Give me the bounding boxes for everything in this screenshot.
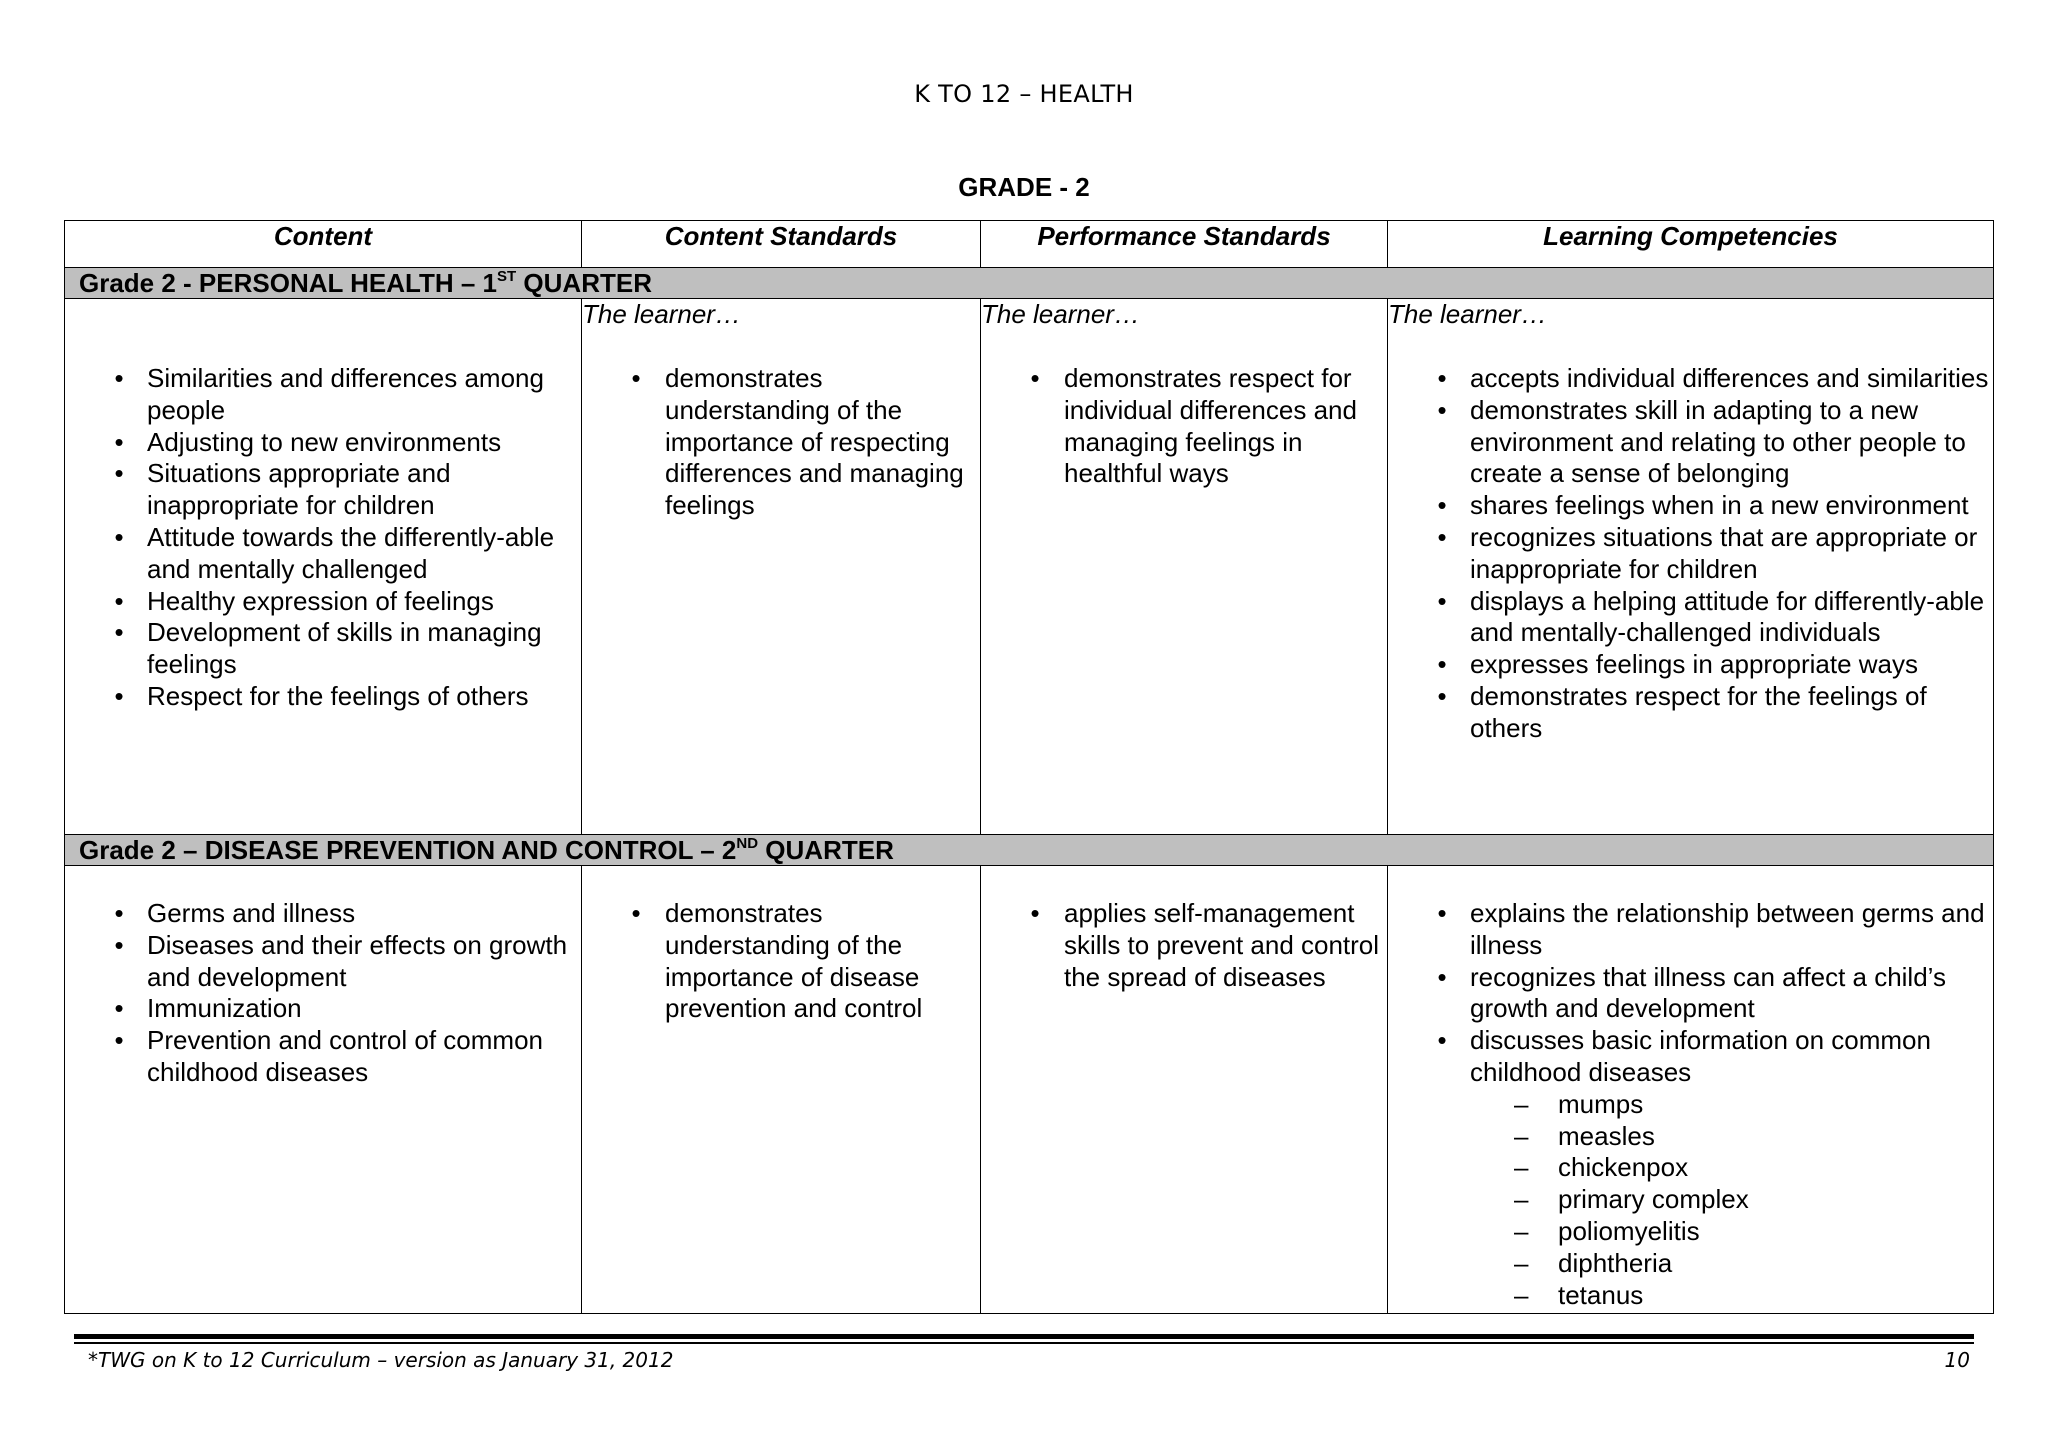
list-item-text: recognizes situations that are appropriate or inappropriate for children [1470, 521, 1978, 584]
bullet-icon: • [114, 458, 124, 489]
learning-competencies-cell [1388, 866, 1994, 1314]
disease-text: mumps [1558, 1088, 1644, 1119]
list-item [1388, 395, 1993, 490]
disease-text: measles [1558, 1120, 1655, 1151]
section-title [65, 268, 1994, 299]
document-title: K TO 12 – HEALTH [914, 80, 1134, 108]
content-cell [65, 299, 582, 835]
bullet-icon: • [1437, 898, 1447, 928]
disease-item [1470, 1248, 1993, 1280]
grade-title: GRADE - 2 [958, 172, 1090, 202]
bullet-icon: • [1437, 363, 1447, 393]
learner-intro: The learner… [1388, 299, 1547, 329]
disease-text: poliomyelitis [1558, 1215, 1700, 1246]
list-item-text: expresses feelings in appropriate ways [1470, 649, 1919, 680]
footer-rule-thin [74, 1342, 1974, 1344]
list-item-text: applies self-management skills to prevent and control the spread of diseases [1064, 898, 1380, 992]
list-item [1388, 681, 1993, 745]
list-item [65, 681, 581, 713]
section-title-text: Grade 2 – DISEASE PREVENTION AND CONTROL – 2 [79, 835, 737, 865]
header-row [65, 221, 1994, 268]
dash-icon: – [1514, 1120, 1529, 1151]
section-title-suffix: QUARTER [758, 835, 894, 865]
list-item-text: displays a helping attitude for differently-able and mentally-challenged individuals [1470, 585, 1985, 648]
performance-standards-cell [981, 299, 1388, 835]
page-number: 10 [1944, 1348, 1970, 1372]
list-item-text: discusses basic information on common childhood diseases [1470, 1025, 1931, 1087]
dash-icon: – [1514, 1184, 1529, 1215]
list-item [1388, 490, 1993, 522]
bullet-icon: • [114, 1025, 124, 1056]
section-header-disease-prevention [65, 835, 1994, 866]
disease-item [1470, 1280, 1993, 1312]
list-item [1388, 962, 1993, 1026]
bullet-icon: • [1437, 521, 1447, 552]
disease-item [1470, 1121, 1993, 1153]
bullet-icon: • [114, 363, 124, 393]
bullet-icon: • [114, 929, 124, 960]
bullet-icon: • [114, 585, 124, 616]
disease-item [1470, 1152, 1993, 1184]
dash-icon: – [1514, 1247, 1529, 1278]
content-cell [65, 866, 582, 1314]
list-item [1388, 1025, 1993, 1089]
list-item-text: Attitude towards the differently-able and mentally challenged [147, 521, 555, 584]
bullet-icon: • [114, 426, 124, 457]
list-item-text: Situations appropriate and inappropriate for children [147, 458, 451, 521]
section-header-personal-health [65, 268, 1994, 299]
bullet-icon: • [1437, 1025, 1447, 1056]
content-standards-cell [582, 299, 981, 835]
list-item [65, 427, 581, 459]
section-body-disease-prevention [65, 866, 1994, 1314]
bullet-icon: • [1030, 898, 1040, 928]
learning-competencies-cell [1388, 299, 1994, 835]
list-item-text: accepts individual differences and similarities [1470, 363, 1989, 393]
list-item [1388, 898, 1993, 962]
list-item [1388, 363, 1993, 395]
bullet-icon: • [114, 521, 124, 552]
list-item [65, 458, 581, 522]
dash-icon: – [1514, 1279, 1529, 1310]
list-item [65, 363, 581, 427]
list-item-text: Similarities and differences among people [147, 363, 544, 425]
bullet-icon: • [114, 993, 124, 1024]
list-item [65, 993, 581, 1025]
list-item-text: demonstrates understanding of the importance of disease prevention and control [665, 898, 923, 1024]
section-title-text: Grade 2 - PERSONAL HEALTH – 1 [79, 268, 498, 298]
content-list [65, 898, 581, 1089]
list-item [65, 586, 581, 618]
diseases-sublist [1470, 1089, 1993, 1312]
list-item-text: Germs and illness [147, 898, 356, 928]
performance-standards-list [981, 363, 1387, 490]
list-item [981, 363, 1387, 490]
learning-competencies-list [1388, 898, 1993, 1089]
section-title [65, 835, 1994, 866]
header-content: Content [65, 221, 582, 268]
bullet-icon: • [114, 680, 124, 711]
list-item-text: Development of skills in managing feelings [147, 617, 542, 680]
list-item-text: Prevention and control of common childhood diseases [147, 1025, 543, 1087]
list-item [1388, 586, 1993, 650]
list-item [65, 898, 581, 930]
section-title-sup: ST [497, 268, 517, 285]
bullet-icon: • [631, 363, 641, 393]
list-item-text: demonstrates respect for individual differences and managing feelings in healthful ways [1064, 363, 1357, 489]
dash-icon: – [1514, 1215, 1529, 1246]
dash-icon: – [1514, 1152, 1529, 1183]
list-item [981, 898, 1387, 993]
list-item-text: demonstrates respect for the feelings of others [1470, 680, 1927, 743]
section-body-personal-health [65, 299, 1994, 835]
list-item [65, 930, 581, 994]
section-title-suffix: QUARTER [516, 268, 652, 298]
bullet-icon: • [1437, 649, 1447, 680]
learning-competencies-list [1388, 363, 1993, 745]
performance-standards-cell [981, 866, 1388, 1314]
list-item-text: recognizes that illness can affect a child’s growth and development [1470, 961, 1946, 1024]
list-item [65, 522, 581, 586]
disease-item [1470, 1184, 1993, 1216]
learner-intro: The learner… [981, 299, 1140, 329]
list-item-text: Immunization [147, 993, 302, 1024]
list-item-text: Healthy expression of feelings [147, 585, 494, 616]
list-item-text: explains the relationship between germs and illness [1470, 898, 1985, 960]
list-item-text: shares feelings when in a new environment [1470, 490, 1969, 521]
list-item [65, 617, 581, 681]
content-standards-list [582, 898, 980, 1025]
list-item-text: Respect for the feelings of others [147, 680, 529, 711]
list-item [1388, 522, 1993, 586]
bullet-icon: • [1437, 680, 1447, 711]
disease-text: primary complex [1558, 1184, 1749, 1215]
content-list [65, 363, 581, 713]
footer-rule-thick [74, 1334, 1974, 1339]
section-title-sup: ND [736, 835, 759, 852]
list-item [582, 898, 980, 1025]
list-item-text: Adjusting to new environments [147, 426, 502, 457]
disease-text: tetanus [1558, 1279, 1644, 1310]
list-item-text: Diseases and their effects on growth and development [147, 929, 568, 992]
disease-item [1470, 1216, 1993, 1248]
content-standards-cell [582, 866, 981, 1314]
bullet-icon: • [1437, 394, 1447, 425]
bullet-icon: • [1437, 585, 1447, 616]
content-standards-list [582, 363, 980, 522]
bullet-icon: • [1437, 961, 1447, 992]
bullet-icon: • [1437, 490, 1447, 521]
bullet-icon: • [1030, 363, 1040, 393]
dash-icon: – [1514, 1088, 1529, 1119]
header-content-standards: Content Standards [582, 221, 981, 268]
list-item-text: demonstrates skill in adapting to a new environment and relating to other people to create a sense of belonging [1470, 394, 1966, 489]
performance-standards-list [981, 898, 1387, 993]
bullet-icon: • [114, 898, 124, 928]
list-item-text: demonstrates understanding of the importance of respecting differences and managing feelings [665, 363, 964, 521]
disease-text: diphtheria [1558, 1247, 1673, 1278]
footer-note: *TWG on K to 12 Curriculum – version as January 31, 2012 [88, 1348, 674, 1372]
list-item [1388, 649, 1993, 681]
bullet-icon: • [631, 898, 641, 928]
list-item [65, 1025, 581, 1089]
disease-item [1470, 1089, 1993, 1121]
header-learning-competencies: Learning Competencies [1388, 221, 1994, 268]
bullet-icon: • [114, 617, 124, 648]
curriculum-table [64, 220, 1994, 1314]
disease-text: chickenpox [1558, 1152, 1689, 1183]
header-performance-standards: Performance Standards [981, 221, 1388, 268]
list-item [582, 363, 980, 522]
learner-intro: The learner… [582, 299, 741, 329]
